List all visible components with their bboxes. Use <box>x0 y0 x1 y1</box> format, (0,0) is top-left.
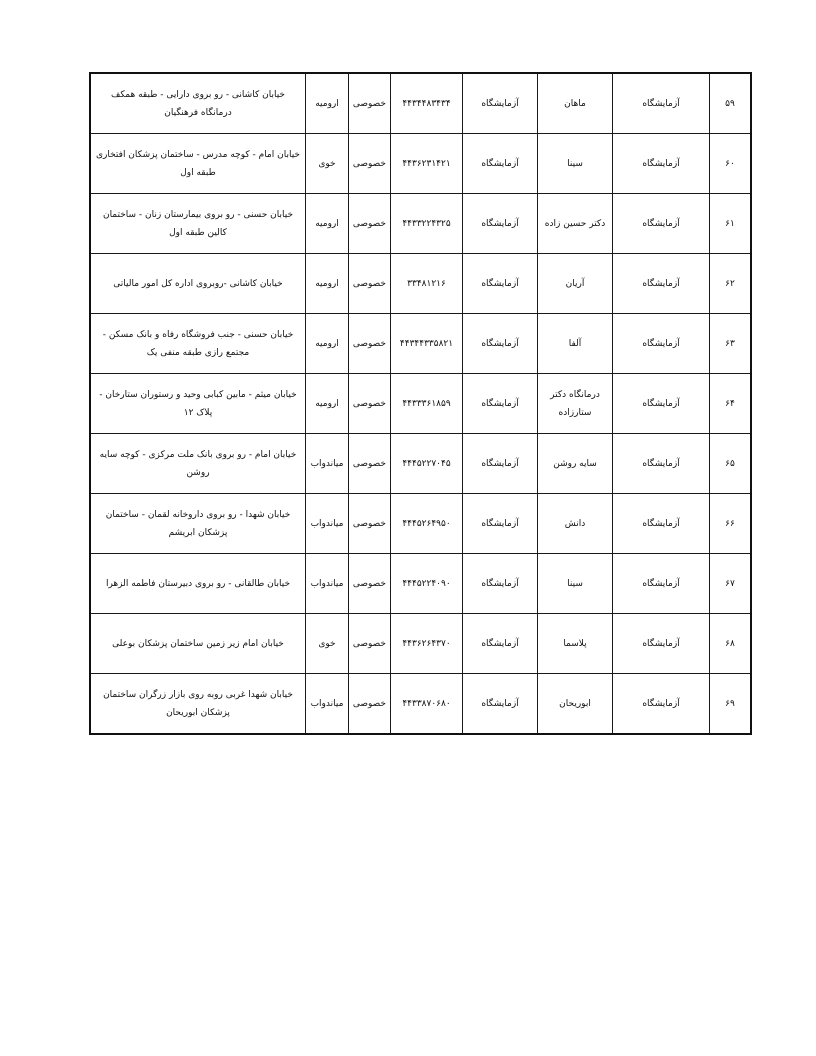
facility-type: آزمایشگاه <box>613 614 710 674</box>
address: خیابان حسنی - جنب فروشگاه رفاه و بانک مسکن - مجتمع رازی طبقه منفی یک <box>90 314 306 374</box>
table-body <box>90 73 751 734</box>
table-row <box>90 254 751 314</box>
table-row <box>90 494 751 554</box>
table-row <box>90 194 751 254</box>
facility-type: آزمایشگاه <box>613 374 710 434</box>
phone-number: ۴۴۴۵۲۲۷۰۴۵ <box>391 434 463 494</box>
city: میاندواب <box>306 494 349 554</box>
facility-category: آزمایشگاه <box>463 134 538 194</box>
phone-number: ۴۴۴۵۲۲۴۰۹۰ <box>391 554 463 614</box>
address: خیابان شهدا - رو بروی داروخانه لقمان - ساختمان پزشکان ابریشم <box>90 494 306 554</box>
facility-type: آزمایشگاه <box>613 554 710 614</box>
sector: خصوصی <box>349 374 391 434</box>
facility-category: آزمایشگاه <box>463 494 538 554</box>
facility-category: آزمایشگاه <box>463 554 538 614</box>
sector: خصوصی <box>349 134 391 194</box>
city: ارومیه <box>306 194 349 254</box>
phone-number: ۴۴۳۶۲۳۱۴۲۱ <box>391 134 463 194</box>
laboratories-table <box>89 72 752 735</box>
table-row <box>90 374 751 434</box>
facility-type: آزمایشگاه <box>613 194 710 254</box>
facility-name: آریان <box>538 254 613 314</box>
city: میاندواب <box>306 674 349 735</box>
facility-name: دانش <box>538 494 613 554</box>
facility-category: آزمایشگاه <box>463 73 538 134</box>
address: خیابان امام - رو بروی بانک ملت مرکزی - کوچه سایه روشن <box>90 434 306 494</box>
facility-type: آزمایشگاه <box>613 674 710 735</box>
facility-type: آزمایشگاه <box>613 494 710 554</box>
row-number: ۶۱ <box>710 194 752 254</box>
sector: خصوصی <box>349 434 391 494</box>
phone-number: ۳۳۴۸۱۲۱۶ <box>391 254 463 314</box>
address: خیابان حسنی - رو بروی بیمارستان زنان - ساختمان کالین طبقه اول <box>90 194 306 254</box>
row-number: ۶۸ <box>710 614 752 674</box>
phone-number: ۴۴۳۳۲۲۴۳۲۵ <box>391 194 463 254</box>
row-number: ۶۲ <box>710 254 752 314</box>
facility-category: آزمایشگاه <box>463 434 538 494</box>
facility-category: آزمایشگاه <box>463 674 538 735</box>
facility-category: آزمایشگاه <box>463 374 538 434</box>
phone-number: ۴۴۳۳۸۷۰۶۸۰ <box>391 674 463 735</box>
city: خوی <box>306 134 349 194</box>
sector: خصوصی <box>349 194 391 254</box>
facility-name: سینا <box>538 554 613 614</box>
facility-name: پلاسما <box>538 614 613 674</box>
sector: خصوصی <box>349 314 391 374</box>
table-row <box>90 674 751 735</box>
phone-number: ۴۴۳۴۴۸۳۴۳۴ <box>391 73 463 134</box>
phone-number: ۴۴۳۳۳۶۱۸۵۹ <box>391 374 463 434</box>
city: ارومیه <box>306 73 349 134</box>
facility-type: آزمایشگاه <box>613 434 710 494</box>
sector: خصوصی <box>349 254 391 314</box>
facility-category: آزمایشگاه <box>463 254 538 314</box>
row-number: ۶۹ <box>710 674 752 735</box>
phone-number: ۴۴۴۵۲۶۴۹۵۰ <box>391 494 463 554</box>
address: خیابان طالقانی - رو بروی دبیرستان فاطمه الزهرا <box>90 554 306 614</box>
facility-name: درمانگاه دکتر ستارزاده <box>538 374 613 434</box>
address: خیابان امام زیر زمین ساختمان پزشکان بوعلی <box>90 614 306 674</box>
city: میاندواب <box>306 554 349 614</box>
city: ارومیه <box>306 254 349 314</box>
address: خیابان شهدا غربی روبه روی بازار زرگران ساختمان پزشکان ابوریحان <box>90 674 306 735</box>
city: خوی <box>306 614 349 674</box>
address: خیابان امام - کوچه مدرس - ساختمان پزشکان افتخاری طبقه اول <box>90 134 306 194</box>
sector: خصوصی <box>349 614 391 674</box>
table-row <box>90 554 751 614</box>
facility-category: آزمایشگاه <box>463 314 538 374</box>
row-number: ۶۴ <box>710 374 752 434</box>
sector: خصوصی <box>349 554 391 614</box>
row-number: ۶۰ <box>710 134 752 194</box>
facility-name: سینا <box>538 134 613 194</box>
table-row <box>90 134 751 194</box>
facility-type: آزمایشگاه <box>613 254 710 314</box>
facility-category: آزمایشگاه <box>463 614 538 674</box>
table-row <box>90 434 751 494</box>
city: ارومیه <box>306 314 349 374</box>
address: خیابان میثم - مابین کبابی وحید و رستوران ستارخان - پلاک ۱۲ <box>90 374 306 434</box>
facility-name: سایه روشن <box>538 434 613 494</box>
row-number: ۶۳ <box>710 314 752 374</box>
facility-type: آزمایشگاه <box>613 134 710 194</box>
sector: خصوصی <box>349 73 391 134</box>
address: خیابان کاشانی - رو بروی دارایی - طبقه همکف درمانگاه فرهنگیان <box>90 73 306 134</box>
sector: خصوصی <box>349 674 391 735</box>
phone-number: ۴۴۳۴۴۳۳۵۸۲۱ <box>391 314 463 374</box>
phone-number: ۴۴۳۶۲۶۴۳۷۰ <box>391 614 463 674</box>
city: ارومیه <box>306 374 349 434</box>
table-row <box>90 614 751 674</box>
facility-category: آزمایشگاه <box>463 194 538 254</box>
facility-name: آلفا <box>538 314 613 374</box>
row-number: ۶۷ <box>710 554 752 614</box>
facility-name: دکتر حسین زاده <box>538 194 613 254</box>
city: میاندواب <box>306 434 349 494</box>
facility-type: آزمایشگاه <box>613 314 710 374</box>
address: خیابان کاشانی -روبروی اداره کل امور مالیاتی <box>90 254 306 314</box>
row-number: ۵۹ <box>710 73 752 134</box>
table-row <box>90 314 751 374</box>
sector: خصوصی <box>349 494 391 554</box>
row-number: ۶۶ <box>710 494 752 554</box>
facility-type: آزمایشگاه <box>613 73 710 134</box>
table-row <box>90 73 751 134</box>
facility-name: ابوریحان <box>538 674 613 735</box>
row-number: ۶۵ <box>710 434 752 494</box>
facility-name: ماهان <box>538 73 613 134</box>
